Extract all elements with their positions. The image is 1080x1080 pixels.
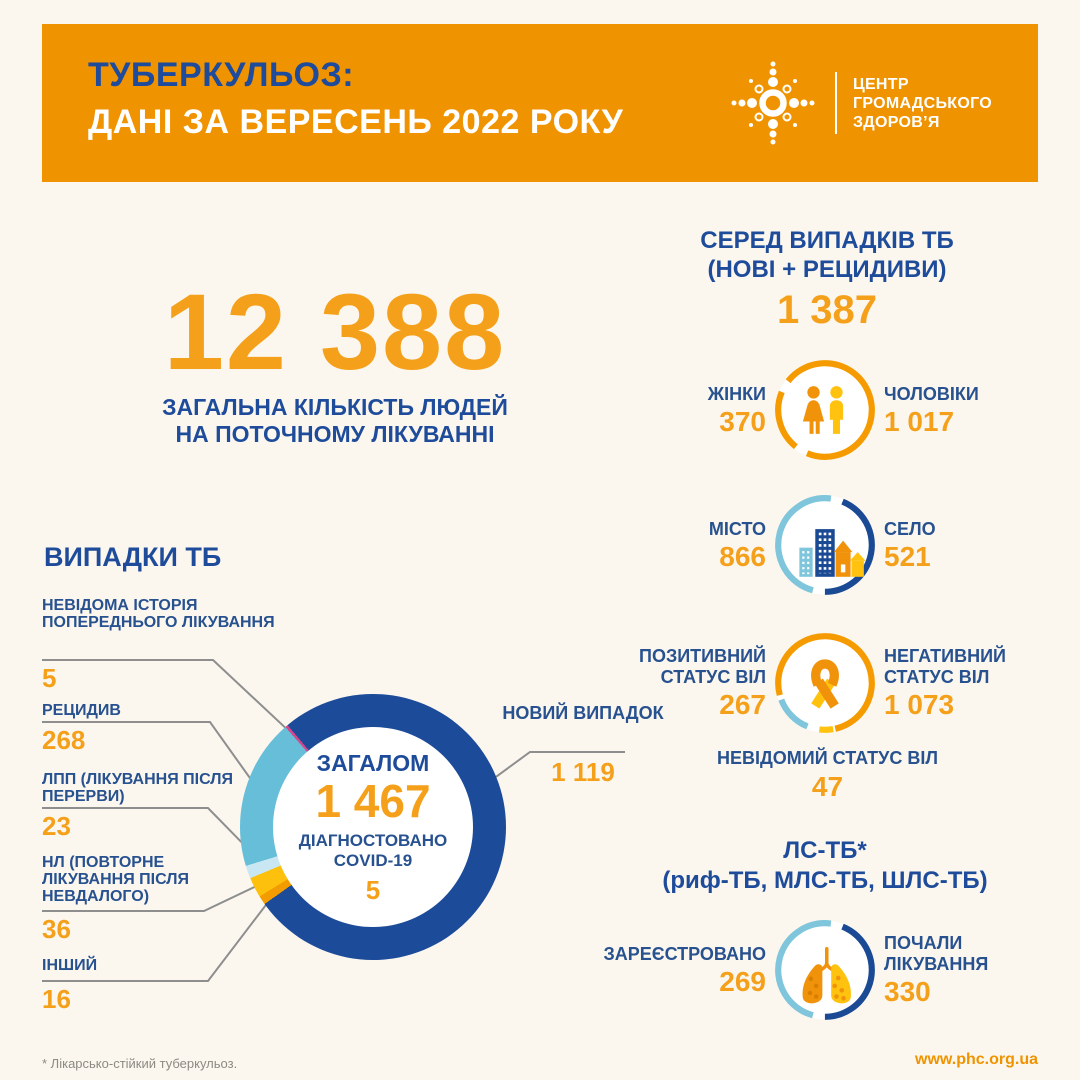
stat-drtb-started <box>884 933 1062 1007</box>
stat-hiv-positive-value: 267 <box>719 689 766 720</box>
stat-men <box>884 384 1062 437</box>
segment-label-relapse: РЕЦИДИВ <box>42 702 121 719</box>
segment-value-nl: 36 <box>42 914 71 944</box>
segment-value-other: 16 <box>42 984 71 1014</box>
donut-center <box>273 727 473 927</box>
stat-drtb-registered <box>598 944 766 997</box>
segment-value-new-case: 1 119 <box>551 757 615 787</box>
logo-text-line2: ГРОМАДСЬКОГО <box>852 94 992 112</box>
among-cases-heading <box>622 226 1032 330</box>
logo-text <box>853 75 992 132</box>
page-title <box>88 52 623 146</box>
stat-row-settlement <box>598 487 1062 603</box>
stat-row-gender <box>598 352 1062 468</box>
donut-covid-label: ДІАГНОСТОВАНО COVID-19 <box>298 830 448 870</box>
drtb-heading-title: ЛС-ТБ* <box>783 837 867 864</box>
stat-men-label: ЧОЛОВІКИ <box>884 383 979 404</box>
header-banner <box>42 24 1038 182</box>
among-cases-value: 1 387 <box>776 288 878 332</box>
stat-hiv-positive-label: ПОЗИТИВНИЙ СТАТУС ВІЛ <box>639 646 766 687</box>
donut-covid-value: 5 <box>365 874 381 905</box>
tb-cases-title: ВИПАДКИ ТБ <box>44 542 222 572</box>
donut-total-value: 1 467 <box>315 774 431 827</box>
segment-label-other: ІНШИЙ <box>42 957 98 974</box>
stat-drtb-started-label: ПОЧАЛИ ЛІКУВАННЯ <box>884 933 989 974</box>
total-on-treatment-label: ЗАГАЛЬНА КІЛЬКІСТЬ ЛЮДЕЙ НА ПОТОЧНОМУ ЛІКУВАННІ <box>162 394 508 447</box>
stat-women-label: ЖІНКИ <box>707 383 766 404</box>
stat-village <box>884 519 1062 572</box>
segment-label-lpp: ЛПП (ЛІКУВАННЯ ПІСЛЯ ПЕРЕРВИ) <box>42 771 233 805</box>
segment-value-lpp: 23 <box>42 811 71 841</box>
stat-women-value: 370 <box>719 405 766 437</box>
city-village-icon <box>772 492 878 598</box>
lungs-icon <box>772 917 878 1023</box>
drtb-heading-subtitle: (риф-ТБ, МЛС-ТБ, ШЛС-ТБ) <box>662 867 988 894</box>
donut-total-label: ЗАГАЛОМ <box>316 749 430 776</box>
segment-label-unknown-history: НЕВІДОМА ІСТОРІЯ ПОПЕРЕДНЬОГО ЛІКУВАННЯ <box>42 597 275 631</box>
stat-hiv-unknown-label: НЕВІДОМИЙ СТАТУС ВІЛ <box>716 748 939 768</box>
stat-drtb-registered-label: ЗАРЕЄСТРОВАНО <box>603 943 766 964</box>
footnote: * Лікарсько-стійкий туберкульоз. <box>42 1056 238 1071</box>
stat-city-value: 866 <box>719 540 766 572</box>
stat-row-drtb <box>598 912 1062 1028</box>
stat-village-label: СЕЛО <box>884 518 936 539</box>
logo-text-line3: ЗДОРОВ’Я <box>852 113 940 131</box>
stat-hiv-negative-label: НЕГАТИВНИЙ СТАТУС ВІЛ <box>884 646 1006 687</box>
stat-city <box>598 519 766 572</box>
tb-cases-donut-chart <box>240 694 506 960</box>
stat-men-value: 1 017 <box>884 405 955 437</box>
segment-label-new-case: НОВИЙ ВИПАДОК <box>502 703 664 723</box>
site-url-link[interactable]: www.phc.org.ua <box>915 1051 1038 1068</box>
total-on-treatment <box>90 271 580 448</box>
stat-hiv-negative <box>884 646 1062 720</box>
stat-village-value: 521 <box>884 540 931 572</box>
phc-logo <box>727 24 992 182</box>
stat-drtb-registered-value: 269 <box>719 965 766 997</box>
total-on-treatment-value: 12 388 <box>163 271 507 392</box>
segment-label-nl: НЛ (ПОВТОРНЕ ЛІКУВАННЯ ПІСЛЯ НЕВДАЛОГО) <box>42 854 189 905</box>
page-title-period: ДАНІ ЗА ВЕРЕСЕНЬ 2022 РОКУ <box>88 103 624 141</box>
among-cases-heading-line1: СЕРЕД ВИПАДКІВ ТБ <box>700 227 954 254</box>
stat-hiv-unknown-value: 47 <box>811 771 844 802</box>
logo-divider <box>835 72 837 134</box>
stat-city-label: МІСТО <box>708 518 766 539</box>
stat-hiv-negative-value: 1 073 <box>884 689 955 720</box>
page-title-topic: ТУБЕРКУЛЬОЗ: <box>88 56 355 94</box>
drtb-heading <box>610 836 1040 896</box>
segment-value-relapse: 268 <box>42 725 86 755</box>
stat-women <box>598 384 766 437</box>
segment-value-unknown-history: 5 <box>42 663 57 693</box>
male-female-icon <box>772 357 878 463</box>
awareness-ribbon-icon <box>772 630 878 736</box>
stat-hiv-unknown <box>630 748 1025 802</box>
phc-logo-icon <box>727 57 819 149</box>
among-cases-heading-line2: (НОВІ + РЕЦИДИВИ) <box>707 256 947 283</box>
logo-text-line1: ЦЕНТР <box>852 75 909 93</box>
stat-drtb-started-value: 330 <box>884 976 931 1007</box>
